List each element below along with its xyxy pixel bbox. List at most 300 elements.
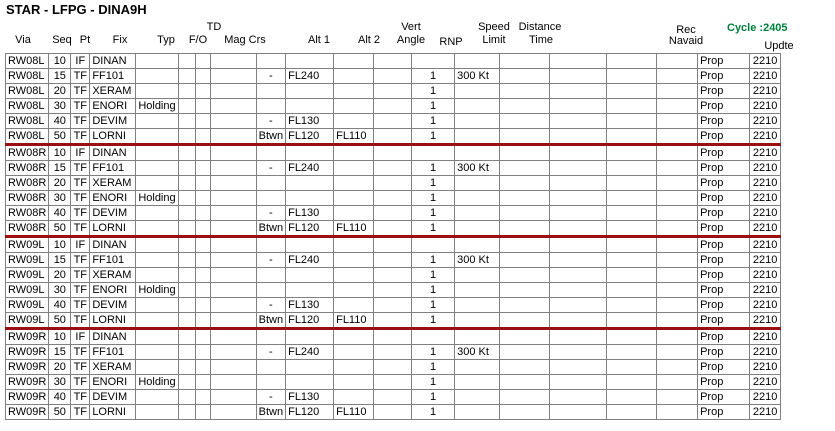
cell-seq: 30 (49, 191, 71, 206)
cell-td (178, 221, 195, 237)
cell-seq: 10 (49, 329, 71, 345)
cell-fo (195, 161, 210, 176)
cell-vert-angle (374, 268, 412, 283)
cell-prop: Prop (698, 283, 750, 298)
table-row[interactable] (6, 99, 781, 114)
header-mag-crs[interactable]: Mag Crs (224, 34, 266, 46)
cell-alt1: FL120 (286, 221, 334, 237)
cell-vert-angle (374, 237, 412, 253)
cell-td (178, 84, 195, 99)
cell-fo (195, 191, 210, 206)
cell-updte: 2210 (750, 191, 781, 206)
cell-distance-time (500, 329, 550, 345)
cell-updte: 2210 (750, 313, 781, 329)
cell-mag-crs (210, 237, 256, 253)
cell-alt2 (334, 360, 374, 375)
cell-rec-navaid (607, 176, 657, 191)
cell-alt2 (334, 375, 374, 390)
cell-rec-navaid (607, 221, 657, 237)
table-row[interactable] (6, 145, 781, 161)
cell-vert-angle (374, 313, 412, 329)
cell-alt1: FL240 (286, 161, 334, 176)
header-distance[interactable]: Distance (518, 21, 562, 33)
cell-alt1 (286, 329, 334, 345)
cell-blank (657, 206, 698, 221)
header-td[interactable]: TD (206, 21, 222, 33)
cell-via: RW08R (6, 191, 49, 206)
cell-vert-angle (374, 375, 412, 390)
cell-typ (136, 145, 178, 161)
header-fo[interactable]: F/O (188, 34, 208, 46)
cell-pt: IF (71, 237, 90, 253)
table-row[interactable] (6, 268, 781, 283)
cell-blank (657, 313, 698, 329)
cell-pt: TF (71, 390, 90, 405)
cell-blank (550, 390, 607, 405)
cell-alt-qualifier (256, 329, 285, 345)
cell-seq: 30 (49, 375, 71, 390)
cell-vert-angle (374, 253, 412, 268)
cell-seq: 15 (49, 253, 71, 268)
cell-rnp (412, 237, 455, 253)
cell-via: RW08L (6, 114, 49, 129)
cell-mag-crs (210, 329, 256, 345)
cell-td (178, 114, 195, 129)
cell-vert-angle (374, 405, 412, 420)
cell-distance-time (500, 360, 550, 375)
cell-blank (550, 176, 607, 191)
cell-fix: ENORI (90, 99, 136, 114)
cell-fo (195, 390, 210, 405)
cell-prop: Prop (698, 375, 750, 390)
table-row[interactable] (6, 221, 781, 237)
cell-updte: 2210 (750, 375, 781, 390)
cell-blank (550, 360, 607, 375)
cell-blank (657, 360, 698, 375)
header-speed[interactable]: Speed (478, 21, 510, 33)
cell-prop: Prop (698, 313, 750, 329)
cell-alt-qualifier: Btwn (256, 221, 285, 237)
cell-prop: Prop (698, 360, 750, 375)
header-angle[interactable]: Angle (396, 34, 426, 46)
cell-seq: 20 (49, 84, 71, 99)
cell-prop: Prop (698, 161, 750, 176)
cell-fo (195, 268, 210, 283)
cell-vert-angle (374, 84, 412, 99)
cell-typ: Holding (136, 99, 178, 114)
cell-via: RW09L (6, 283, 49, 298)
cell-seq: 40 (49, 114, 71, 129)
cell-blank (550, 375, 607, 390)
cell-alt1: FL240 (286, 253, 334, 268)
cell-rnp: 1 (412, 375, 455, 390)
cell-alt-qualifier: - (256, 69, 285, 84)
cell-alt1 (286, 268, 334, 283)
cell-speed-limit (455, 191, 500, 206)
header-updte[interactable]: Updte (764, 40, 794, 52)
cell-pt: IF (71, 145, 90, 161)
cell-speed-limit (455, 84, 500, 99)
header-pt[interactable]: Pt (79, 34, 91, 46)
cell-pt: TF (71, 206, 90, 221)
cell-speed-limit: 300 Kt (455, 253, 500, 268)
cell-fix: FF101 (90, 345, 136, 360)
cell-alt2 (334, 191, 374, 206)
table-row[interactable] (6, 237, 781, 253)
cell-alt2 (334, 176, 374, 191)
table-row[interactable] (6, 129, 781, 145)
cell-fix: FF101 (90, 69, 136, 84)
cell-typ (136, 161, 178, 176)
cell-updte: 2210 (750, 345, 781, 360)
table-row[interactable] (6, 191, 781, 206)
cell-prop: Prop (698, 99, 750, 114)
header-time[interactable]: Time (528, 34, 554, 46)
cell-alt2: FL110 (334, 129, 374, 145)
cell-speed-limit (455, 329, 500, 345)
cell-rnp: 1 (412, 161, 455, 176)
cell-pt: TF (71, 313, 90, 329)
cell-vert-angle (374, 129, 412, 145)
cell-alt1 (286, 84, 334, 99)
cell-prop: Prop (698, 176, 750, 191)
cell-mag-crs (210, 221, 256, 237)
table-row[interactable] (6, 206, 781, 221)
cell-mag-crs (210, 191, 256, 206)
cell-alt-qualifier (256, 84, 285, 99)
cell-via: RW09L (6, 313, 49, 329)
cell-blank (550, 54, 607, 69)
cell-td (178, 145, 195, 161)
cell-vert-angle (374, 283, 412, 298)
cell-rnp: 1 (412, 191, 455, 206)
cell-distance-time (500, 298, 550, 313)
cell-mag-crs (210, 345, 256, 360)
cell-distance-time (500, 191, 550, 206)
cell-fix: ENORI (90, 283, 136, 298)
cell-speed-limit (455, 114, 500, 129)
cell-vert-angle (374, 99, 412, 114)
cell-fo (195, 360, 210, 375)
cell-td (178, 176, 195, 191)
header-rnp[interactable]: RNP (439, 36, 463, 48)
cell-alt1 (286, 191, 334, 206)
cell-distance-time (500, 129, 550, 145)
cell-prop: Prop (698, 237, 750, 253)
cell-rnp: 1 (412, 253, 455, 268)
cell-blank (550, 114, 607, 129)
cell-pt: TF (71, 69, 90, 84)
cell-fix: LORNI (90, 221, 136, 237)
cell-fix: DINAN (90, 237, 136, 253)
cell-alt2 (334, 237, 374, 253)
cell-alt-qualifier (256, 54, 285, 69)
cell-rnp: 1 (412, 313, 455, 329)
cell-distance-time (500, 221, 550, 237)
cell-vert-angle (374, 390, 412, 405)
cell-pt: TF (71, 176, 90, 191)
cell-blank (550, 329, 607, 345)
table-row[interactable] (6, 283, 781, 298)
cell-vert-angle (374, 221, 412, 237)
cell-via: RW08L (6, 84, 49, 99)
cell-mag-crs (210, 375, 256, 390)
cell-prop: Prop (698, 253, 750, 268)
cell-seq: 10 (49, 54, 71, 69)
cell-via: RW08R (6, 176, 49, 191)
cell-typ (136, 360, 178, 375)
cell-alt1 (286, 176, 334, 191)
cell-updte: 2210 (750, 360, 781, 375)
cell-seq: 40 (49, 206, 71, 221)
cell-blank (550, 253, 607, 268)
cell-updte: 2210 (750, 114, 781, 129)
cell-td (178, 237, 195, 253)
cell-alt-qualifier: - (256, 114, 285, 129)
cell-alt-qualifier (256, 360, 285, 375)
cell-updte: 2210 (750, 237, 781, 253)
cell-typ (136, 54, 178, 69)
cell-speed-limit (455, 283, 500, 298)
cell-fo (195, 145, 210, 161)
cell-blank (657, 298, 698, 313)
cell-prop: Prop (698, 206, 750, 221)
cell-seq: 10 (49, 145, 71, 161)
header-seq[interactable]: Seq (52, 34, 72, 46)
cell-via: RW09R (6, 375, 49, 390)
header-typ[interactable]: Typ (157, 34, 175, 46)
table-row[interactable] (6, 69, 781, 84)
cell-alt-qualifier: - (256, 390, 285, 405)
cell-seq: 50 (49, 129, 71, 145)
header-fix[interactable]: Fix (112, 34, 128, 46)
cell-vert-angle (374, 298, 412, 313)
cell-pt: TF (71, 191, 90, 206)
cell-seq: 20 (49, 176, 71, 191)
cell-updte: 2210 (750, 161, 781, 176)
cell-blank (550, 313, 607, 329)
header-alt1[interactable]: Alt 1 (307, 34, 330, 46)
cell-mag-crs (210, 99, 256, 114)
cell-fo (195, 206, 210, 221)
cell-td (178, 129, 195, 145)
cell-rec-navaid (607, 268, 657, 283)
cell-rec-navaid (607, 84, 657, 99)
cell-fo (195, 114, 210, 129)
table-row[interactable] (6, 161, 781, 176)
cell-rnp: 1 (412, 283, 455, 298)
cell-rec-navaid (607, 237, 657, 253)
cell-seq: 10 (49, 237, 71, 253)
cell-fix: ENORI (90, 375, 136, 390)
cell-rnp: 1 (412, 99, 455, 114)
cell-alt2 (334, 345, 374, 360)
cell-seq: 20 (49, 268, 71, 283)
cell-alt2 (334, 114, 374, 129)
cell-vert-angle (374, 206, 412, 221)
cell-via: RW08R (6, 206, 49, 221)
cell-fix: XERAM (90, 176, 136, 191)
header-vert[interactable]: Vert (401, 21, 421, 33)
cell-speed-limit (455, 206, 500, 221)
cell-rnp: 1 (412, 176, 455, 191)
cell-fix: XERAM (90, 360, 136, 375)
cell-alt-qualifier: Btwn (256, 129, 285, 145)
cell-pt: TF (71, 360, 90, 375)
cell-pt: TF (71, 221, 90, 237)
cell-rec-navaid (607, 375, 657, 390)
cell-updte: 2210 (750, 253, 781, 268)
cell-mag-crs (210, 176, 256, 191)
cell-fix: XERAM (90, 268, 136, 283)
table-row[interactable] (6, 329, 781, 345)
cell-updte: 2210 (750, 283, 781, 298)
cell-td (178, 206, 195, 221)
cell-rnp: 1 (412, 360, 455, 375)
cell-seq: 50 (49, 313, 71, 329)
header-rec[interactable]: Rec (676, 24, 696, 36)
cell-fo (195, 298, 210, 313)
cell-speed-limit (455, 375, 500, 390)
cell-blank (550, 405, 607, 420)
cell-blank (550, 237, 607, 253)
table-row[interactable] (6, 375, 781, 390)
cell-pt: TF (71, 129, 90, 145)
cell-alt2 (334, 145, 374, 161)
cell-pt: TF (71, 298, 90, 313)
cell-blank (657, 345, 698, 360)
cell-fo (195, 375, 210, 390)
cell-fix: LORNI (90, 313, 136, 329)
cell-fo (195, 283, 210, 298)
cell-rec-navaid (607, 253, 657, 268)
header-alt2[interactable]: Alt 2 (357, 34, 380, 46)
cell-typ (136, 253, 178, 268)
cell-rnp: 1 (412, 390, 455, 405)
cell-fo (195, 237, 210, 253)
header-limit[interactable]: Limit (482, 34, 506, 46)
table-row[interactable] (6, 54, 781, 69)
cell-speed-limit: 300 Kt (455, 345, 500, 360)
cell-alt2 (334, 390, 374, 405)
cell-alt1: FL130 (286, 298, 334, 313)
cell-speed-limit: 300 Kt (455, 161, 500, 176)
cell-typ (136, 206, 178, 221)
cell-mag-crs (210, 283, 256, 298)
cell-rnp: 1 (412, 221, 455, 237)
cell-typ: Holding (136, 283, 178, 298)
cell-via: RW09R (6, 329, 49, 345)
cell-distance-time (500, 375, 550, 390)
cell-alt2 (334, 283, 374, 298)
table-row[interactable] (6, 345, 781, 360)
cell-updte: 2210 (750, 390, 781, 405)
table-row[interactable] (6, 114, 781, 129)
cell-rnp: 1 (412, 84, 455, 99)
table-row[interactable] (6, 253, 781, 268)
cell-alt2: FL110 (334, 405, 374, 420)
cell-td (178, 329, 195, 345)
cell-updte: 2210 (750, 69, 781, 84)
cell-updte: 2210 (750, 298, 781, 313)
cell-speed-limit (455, 221, 500, 237)
cell-pt: TF (71, 114, 90, 129)
cell-fix: DINAN (90, 329, 136, 345)
cell-fo (195, 405, 210, 420)
cell-rnp: 1 (412, 405, 455, 420)
cell-alt1 (286, 237, 334, 253)
cell-prop: Prop (698, 268, 750, 283)
cell-rec-navaid (607, 191, 657, 206)
cell-fix: DEVIM (90, 114, 136, 129)
cell-vert-angle (374, 145, 412, 161)
table-row[interactable] (6, 405, 781, 420)
cell-alt1: FL240 (286, 345, 334, 360)
cell-alt1: FL130 (286, 114, 334, 129)
cell-updte: 2210 (750, 329, 781, 345)
cell-speed-limit (455, 99, 500, 114)
cell-alt2 (334, 84, 374, 99)
cell-mag-crs (210, 405, 256, 420)
cell-speed-limit: 300 Kt (455, 69, 500, 84)
cell-mag-crs (210, 69, 256, 84)
cell-alt1: FL130 (286, 206, 334, 221)
cell-rec-navaid (607, 114, 657, 129)
cell-blank (550, 298, 607, 313)
table-row[interactable] (6, 390, 781, 405)
cell-rec-navaid (607, 329, 657, 345)
table-row[interactable] (6, 360, 781, 375)
cell-blank (657, 405, 698, 420)
table-row[interactable] (6, 176, 781, 191)
cell-blank (550, 145, 607, 161)
cell-rec-navaid (607, 54, 657, 69)
cell-td (178, 69, 195, 84)
cell-blank (550, 283, 607, 298)
cell-pt: TF (71, 253, 90, 268)
cell-typ (136, 129, 178, 145)
cell-seq: 15 (49, 345, 71, 360)
cell-fix: LORNI (90, 129, 136, 145)
cell-prop: Prop (698, 390, 750, 405)
header-via[interactable]: Via (15, 34, 31, 46)
cell-distance-time (500, 283, 550, 298)
cell-vert-angle (374, 360, 412, 375)
cell-rnp (412, 145, 455, 161)
cell-distance-time (500, 99, 550, 114)
cell-td (178, 161, 195, 176)
cell-blank (657, 375, 698, 390)
cell-speed-limit (455, 405, 500, 420)
cell-typ: Holding (136, 375, 178, 390)
cell-prop: Prop (698, 405, 750, 420)
cell-alt2 (334, 69, 374, 84)
cell-alt-qualifier: - (256, 206, 285, 221)
cell-typ (136, 221, 178, 237)
cell-blank (550, 191, 607, 206)
header-navaid[interactable]: Navaid (668, 35, 704, 47)
cell-rec-navaid (607, 145, 657, 161)
cell-typ: Holding (136, 191, 178, 206)
table-row[interactable] (6, 298, 781, 313)
cell-blank (657, 237, 698, 253)
cell-fo (195, 54, 210, 69)
cell-rnp: 1 (412, 345, 455, 360)
table-row[interactable] (6, 313, 781, 329)
table-row[interactable] (6, 84, 781, 99)
cell-via: RW09L (6, 253, 49, 268)
cell-via: RW09R (6, 360, 49, 375)
